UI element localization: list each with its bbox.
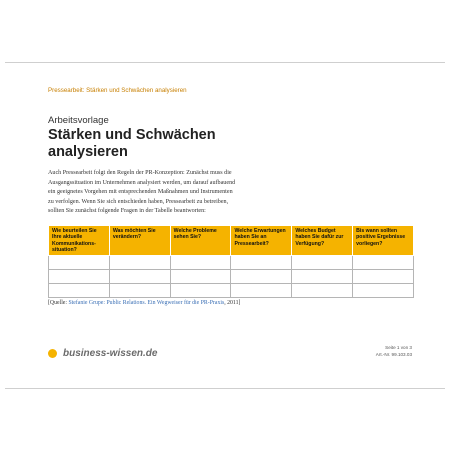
table-header-cell: Wie beurteilen Sie Ihre aktuelle Kommunikations-situation? (49, 226, 110, 256)
document-title (48, 127, 268, 161)
title-line-1: Stärken und Schwächen (48, 127, 216, 143)
table-cell[interactable] (353, 270, 414, 284)
table-cell[interactable] (49, 284, 110, 298)
logo-dot-icon (48, 349, 57, 358)
table-row (49, 284, 414, 298)
intro-line: Ausgangssituation im Unternehmen analysiert werden, um darauf aufbauend (48, 179, 236, 186)
page-info (376, 344, 412, 358)
table-row (49, 270, 414, 284)
intro-line: Auch Pressearbeit folgt den Regeln der PR-Konzeption: Zunächst muss die (48, 170, 232, 176)
page-number: Seite 1 von 3 (385, 345, 412, 350)
table-cell[interactable] (49, 270, 110, 284)
table-cell[interactable] (353, 284, 414, 298)
document-page (5, 62, 445, 389)
brand-logo (48, 348, 157, 359)
table-cell[interactable] (109, 270, 170, 284)
intro-paragraph (48, 169, 278, 217)
table-cell[interactable] (231, 270, 292, 284)
table-cell[interactable] (170, 270, 231, 284)
table-row (49, 256, 414, 270)
table-cell[interactable] (109, 284, 170, 298)
source-reference-link[interactable]: Stefanie Grupe: Public Relations. Ein Wegweiser für die PR-Praxis (68, 300, 225, 306)
table-cell[interactable] (231, 284, 292, 298)
table-header-cell: Bis wann sollten positive Ergebnisse vorliegen? (353, 226, 414, 256)
table-header-row (49, 226, 414, 256)
source-suffix: , 2011] (224, 300, 241, 306)
running-header: Pressearbeit: Stärken und Schwächen analysieren (48, 87, 187, 94)
table-header-cell: Welche Erwartungen haben Sie an Pressearbeit? (231, 226, 292, 256)
table-cell[interactable] (170, 284, 231, 298)
table-header-cell: Was möchten Sie verändern? (109, 226, 170, 256)
table-cell[interactable] (292, 270, 353, 284)
article-number: Art.-Nr. 99.103.03 (375, 352, 412, 357)
table-cell[interactable] (353, 256, 414, 270)
table-cell[interactable] (49, 256, 110, 270)
title-line-2: analysieren (48, 144, 128, 160)
table-cell[interactable] (170, 256, 231, 270)
table-cell[interactable] (292, 256, 353, 270)
table-header-cell: Welches Budget haben Sie dafür zur Verfügung? (292, 226, 353, 256)
logo-text: business-wissen.de (63, 348, 158, 359)
intro-line: ein geeignetes Vorgehen mit entsprechenden Maßnahmen und Instrumenten (48, 189, 233, 196)
table-cell[interactable] (231, 256, 292, 270)
source-prefix: [Quelle: (48, 300, 69, 306)
intro-line: zu verfolgen. Wenn Sie sich entschieden haben, Pressearbeit zu betreiben, (48, 198, 229, 205)
source-citation (48, 300, 240, 306)
table-header-cell: Welche Probleme sehen Sie? (170, 226, 231, 256)
question-table (48, 225, 414, 298)
table-cell[interactable] (109, 256, 170, 270)
document-subtitle: Arbeitsvorlage (48, 115, 109, 126)
intro-line: sollten Sie zunächst folgende Fragen in der Tabelle beantworten: (48, 208, 206, 215)
table-cell[interactable] (292, 284, 353, 298)
